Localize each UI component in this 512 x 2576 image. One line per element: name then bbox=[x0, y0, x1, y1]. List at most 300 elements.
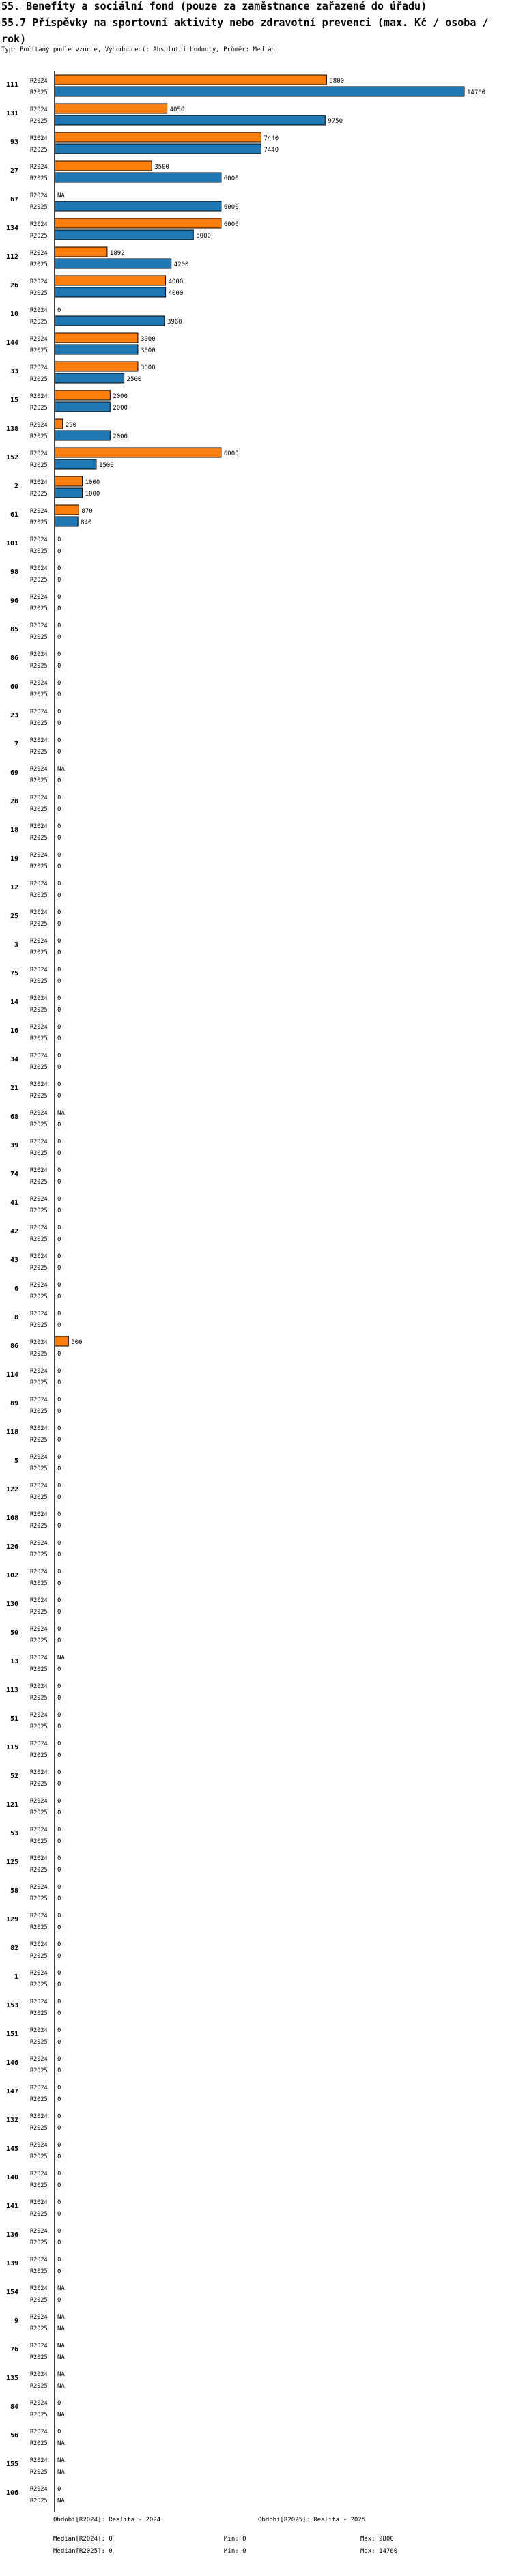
series-tick-label: R2024 bbox=[30, 995, 48, 1002]
bar-2024 bbox=[55, 476, 83, 486]
bar-2024 bbox=[55, 333, 138, 343]
data-label: 0 bbox=[57, 2239, 61, 2246]
category-label: 106 bbox=[5, 2489, 18, 2497]
bar-2025 bbox=[55, 345, 138, 354]
data-label: 0 bbox=[57, 1139, 61, 1145]
category-label: 8 bbox=[14, 1314, 18, 1321]
data-label: 4000 bbox=[168, 290, 184, 297]
legend-max-2025: Max: 14760 bbox=[360, 2548, 398, 2555]
series-tick-label: R2025 bbox=[30, 290, 48, 297]
category-label: 89 bbox=[10, 1400, 18, 1407]
data-label: NA bbox=[57, 2469, 65, 2476]
series-tick-label: R2024 bbox=[30, 2486, 48, 2493]
series-tick-label: R2025 bbox=[30, 949, 48, 956]
data-label: 0 bbox=[57, 1379, 61, 1386]
series-tick-label: R2024 bbox=[30, 250, 48, 257]
series-tick-label: R2024 bbox=[30, 594, 48, 601]
category-label: 144 bbox=[5, 339, 18, 347]
series-tick-label: R2024 bbox=[30, 2228, 48, 2235]
data-label: 0 bbox=[57, 1511, 61, 1518]
category-label: 69 bbox=[10, 769, 18, 777]
data-label: 0 bbox=[57, 605, 61, 612]
data-label: 0 bbox=[57, 1723, 61, 1730]
category-label: 9 bbox=[14, 2317, 18, 2325]
data-label: 0 bbox=[57, 777, 61, 784]
data-label: NA bbox=[57, 1655, 65, 1661]
legend-min-2025: Min: 0 bbox=[224, 2548, 246, 2555]
series-tick-label: R2025 bbox=[30, 147, 48, 154]
data-label: NA bbox=[57, 2457, 65, 2464]
series-tick-label: R2025 bbox=[30, 720, 48, 727]
data-label: 5000 bbox=[196, 233, 211, 240]
series-tick-label: R2025 bbox=[30, 319, 48, 326]
series-tick-label: R2024 bbox=[30, 1483, 48, 1489]
data-label: NA bbox=[57, 2343, 65, 2349]
series-tick-label: R2025 bbox=[30, 2211, 48, 2218]
bar-2024 bbox=[55, 132, 261, 142]
data-label: 0 bbox=[57, 1311, 61, 1317]
bar-2024 bbox=[55, 276, 166, 285]
series-tick-label: R2024 bbox=[30, 1339, 48, 1346]
category-label: 68 bbox=[10, 1113, 18, 1121]
category-label: 115 bbox=[5, 1744, 18, 1751]
data-label: 0 bbox=[57, 2171, 61, 2177]
data-label: 0 bbox=[57, 881, 61, 887]
data-label: 0 bbox=[57, 1081, 61, 1088]
series-tick-label: R2025 bbox=[30, 749, 48, 756]
category-label: 1 bbox=[14, 1973, 18, 1981]
legend-max-2024: Max: 9800 bbox=[360, 2536, 394, 2543]
data-label: 0 bbox=[57, 1569, 61, 1575]
category-label: 61 bbox=[10, 511, 18, 519]
series-tick-label: R2025 bbox=[30, 1523, 48, 1530]
series-tick-label: R2025 bbox=[30, 1379, 48, 1386]
data-label: NA bbox=[57, 2383, 65, 2390]
category-label: 111 bbox=[5, 81, 18, 89]
data-label: 0 bbox=[57, 1523, 61, 1530]
data-label: 2500 bbox=[126, 376, 142, 383]
bar-2025 bbox=[55, 115, 325, 125]
chart-subtitle: Typ: Počítaný podle vzorce, Vyhodnocení: Absolutní hodnoty, Průměr: Medián bbox=[1, 46, 275, 53]
series-tick-label: R2025 bbox=[30, 1895, 48, 1902]
series-tick-label: R2025 bbox=[30, 491, 48, 498]
category-label: 28 bbox=[10, 798, 18, 805]
series-tick-label: R2024 bbox=[30, 192, 48, 199]
data-label: 0 bbox=[57, 1781, 61, 1788]
series-tick-label: R2024 bbox=[30, 2371, 48, 2378]
category-label: 85 bbox=[10, 626, 18, 633]
data-label: 0 bbox=[57, 622, 61, 629]
data-label: 0 bbox=[57, 1666, 61, 1673]
series-tick-label: R2024 bbox=[30, 1741, 48, 1747]
data-label: 0 bbox=[57, 737, 61, 744]
category-label: 146 bbox=[5, 2059, 18, 2067]
series-tick-label: R2024 bbox=[30, 1311, 48, 1317]
series-tick-label: R2024 bbox=[30, 2027, 48, 2034]
data-label: 0 bbox=[57, 1093, 61, 1100]
category-label: 53 bbox=[10, 1830, 18, 1837]
bar-2024 bbox=[55, 104, 167, 113]
data-label: 1000 bbox=[85, 491, 100, 498]
category-label: 93 bbox=[10, 139, 18, 146]
data-label: 2000 bbox=[113, 393, 128, 400]
series-tick-label: R2024 bbox=[30, 1425, 48, 1432]
series-tick-label: R2025 bbox=[30, 1465, 48, 1472]
series-tick-label: R2024 bbox=[30, 1884, 48, 1891]
series-tick-label: R2024 bbox=[30, 2056, 48, 2063]
series-tick-label: R2024 bbox=[30, 1999, 48, 2005]
data-label: 7440 bbox=[264, 135, 279, 142]
series-tick-label: R2025 bbox=[30, 1093, 48, 1100]
category-label: 96 bbox=[10, 597, 18, 605]
series-tick-label: R2025 bbox=[30, 175, 48, 182]
data-label: 870 bbox=[81, 508, 93, 515]
data-label: 0 bbox=[57, 1150, 61, 1157]
series-tick-label: R2025 bbox=[30, 1781, 48, 1788]
data-label: 0 bbox=[57, 1064, 61, 1071]
data-label: 2000 bbox=[113, 405, 128, 412]
data-label: 0 bbox=[57, 1827, 61, 1833]
series-tick-label: R2025 bbox=[30, 1293, 48, 1300]
data-label: 0 bbox=[57, 852, 61, 859]
series-tick-label: R2024 bbox=[30, 1769, 48, 1776]
series-tick-label: R2025 bbox=[30, 2239, 48, 2246]
chart-title: 55. Benefity a sociální fond (pouze za zaměstnance zařazené do úřadu) bbox=[1, 0, 427, 12]
data-label: 840 bbox=[81, 519, 92, 526]
data-label: 0 bbox=[57, 749, 61, 756]
data-label: 0 bbox=[57, 1695, 61, 1702]
data-label: 0 bbox=[57, 909, 61, 916]
legend-series-2025: Období[R2025]: Realita - 2025 bbox=[258, 2517, 366, 2523]
data-label: NA bbox=[57, 2498, 65, 2504]
series-tick-label: R2025 bbox=[30, 2125, 48, 2132]
bar-2024 bbox=[55, 247, 107, 257]
category-label: 151 bbox=[5, 2031, 18, 2038]
data-label: 0 bbox=[57, 1282, 61, 1289]
data-label: 0 bbox=[57, 1196, 61, 1203]
category-label: 130 bbox=[5, 1601, 18, 1608]
category-label: 18 bbox=[10, 827, 18, 834]
category-label: 16 bbox=[10, 1027, 18, 1035]
data-label: 0 bbox=[57, 1798, 61, 1805]
category-label: 132 bbox=[5, 2117, 18, 2124]
series-tick-label: R2024 bbox=[30, 221, 48, 228]
series-tick-label: R2024 bbox=[30, 2457, 48, 2464]
series-tick-label: R2025 bbox=[30, 2153, 48, 2160]
data-label: 0 bbox=[57, 1207, 61, 1214]
series-tick-label: R2024 bbox=[30, 1196, 48, 1203]
data-label: 0 bbox=[57, 795, 61, 801]
series-tick-label: R2024 bbox=[30, 680, 48, 687]
series-tick-label: R2024 bbox=[30, 2285, 48, 2292]
series-tick-label: R2024 bbox=[30, 2314, 48, 2321]
data-label: 0 bbox=[57, 2039, 61, 2046]
data-label: 6000 bbox=[223, 221, 239, 228]
series-tick-label: R2025 bbox=[30, 777, 48, 784]
data-label: 0 bbox=[57, 863, 61, 870]
data-label: 0 bbox=[57, 663, 61, 670]
series-tick-label: R2024 bbox=[30, 450, 48, 457]
data-label: 0 bbox=[57, 709, 61, 715]
series-tick-label: R2024 bbox=[30, 106, 48, 113]
bar-2025 bbox=[55, 316, 165, 326]
bar-2025 bbox=[55, 87, 464, 96]
category-label: 43 bbox=[10, 1257, 18, 1264]
series-tick-label: R2025 bbox=[30, 376, 48, 383]
data-label: 3000 bbox=[140, 364, 156, 371]
category-label: 131 bbox=[5, 110, 18, 117]
series-tick-label: R2025 bbox=[30, 1867, 48, 1874]
bar-2024 bbox=[55, 448, 221, 457]
category-label: 138 bbox=[5, 425, 18, 433]
series-tick-label: R2025 bbox=[30, 2010, 48, 2017]
category-label: 41 bbox=[10, 1199, 18, 1207]
series-tick-label: R2025 bbox=[30, 2325, 48, 2332]
category-label: 13 bbox=[10, 1658, 18, 1665]
category-label: 56 bbox=[10, 2432, 18, 2439]
category-label: 114 bbox=[5, 1371, 18, 1379]
series-tick-label: R2025 bbox=[30, 1981, 48, 1988]
series-tick-label: R2025 bbox=[30, 2440, 48, 2447]
category-label: 39 bbox=[10, 1142, 18, 1149]
data-label: 0 bbox=[57, 651, 61, 658]
data-label: 0 bbox=[57, 1867, 61, 1874]
series-tick-label: R2024 bbox=[30, 78, 48, 85]
series-tick-label: R2024 bbox=[30, 651, 48, 658]
data-label: 4000 bbox=[168, 278, 184, 285]
data-label: 0 bbox=[57, 1970, 61, 1977]
series-tick-label: R2025 bbox=[30, 2354, 48, 2361]
category-label: 112 bbox=[5, 253, 18, 261]
data-label: 0 bbox=[57, 1838, 61, 1845]
series-tick-label: R2024 bbox=[30, 795, 48, 801]
category-label: 2 bbox=[14, 483, 18, 490]
series-tick-label: R2025 bbox=[30, 1351, 48, 1358]
data-label: 0 bbox=[57, 1769, 61, 1776]
category-label: 23 bbox=[10, 712, 18, 719]
series-tick-label: R2025 bbox=[30, 2067, 48, 2074]
category-label: 67 bbox=[10, 196, 18, 203]
bar-2025 bbox=[55, 287, 166, 297]
series-tick-label: R2025 bbox=[30, 2182, 48, 2189]
series-tick-label: R2025 bbox=[30, 1838, 48, 1845]
series-tick-label: R2025 bbox=[30, 1236, 48, 1243]
series-tick-label: R2025 bbox=[30, 691, 48, 698]
series-tick-label: R2025 bbox=[30, 2498, 48, 2504]
data-label: 9750 bbox=[328, 118, 343, 125]
bar-2025 bbox=[55, 144, 261, 154]
data-label: 0 bbox=[57, 720, 61, 727]
series-tick-label: R2024 bbox=[30, 2257, 48, 2263]
chart-question: 55.7 Příspěvky na sportovní aktivity nebo zdravotní prevenci (max. Kč / osoba / rok) bbox=[1, 16, 489, 45]
category-label: 118 bbox=[5, 1429, 18, 1436]
data-label: 0 bbox=[57, 1437, 61, 1444]
series-tick-label: R2024 bbox=[30, 1253, 48, 1260]
series-tick-label: R2024 bbox=[30, 709, 48, 715]
data-label: 0 bbox=[57, 1322, 61, 1329]
category-label: 152 bbox=[5, 454, 18, 461]
data-label: 0 bbox=[57, 634, 61, 641]
data-label: 1000 bbox=[85, 479, 100, 486]
data-label: 0 bbox=[57, 978, 61, 985]
category-label: 82 bbox=[10, 1945, 18, 1952]
series-tick-label: R2025 bbox=[30, 347, 48, 354]
series-tick-label: R2025 bbox=[30, 2297, 48, 2304]
data-label: 0 bbox=[57, 806, 61, 813]
data-label: 0 bbox=[57, 1683, 61, 1690]
series-tick-label: R2024 bbox=[30, 2429, 48, 2435]
data-label: 0 bbox=[57, 1253, 61, 1260]
legend-min-2024: Min: 0 bbox=[224, 2536, 246, 2543]
category-label: 153 bbox=[5, 2002, 18, 2009]
bar-2025 bbox=[55, 230, 193, 240]
category-label: 154 bbox=[5, 2289, 18, 2296]
series-tick-label: R2024 bbox=[30, 909, 48, 916]
series-tick-label: R2025 bbox=[30, 863, 48, 870]
series-tick-label: R2024 bbox=[30, 852, 48, 859]
series-tick-label: R2025 bbox=[30, 233, 48, 240]
data-label: 0 bbox=[57, 1981, 61, 1988]
data-label: 0 bbox=[57, 2056, 61, 2063]
series-tick-label: R2024 bbox=[30, 1511, 48, 1518]
data-label: 0 bbox=[57, 2486, 61, 2493]
series-tick-label: R2024 bbox=[30, 164, 48, 171]
series-tick-label: R2024 bbox=[30, 135, 48, 142]
category-label: 26 bbox=[10, 282, 18, 289]
category-label: 60 bbox=[10, 683, 18, 691]
data-label: 0 bbox=[57, 967, 61, 973]
category-label: 19 bbox=[10, 855, 18, 863]
data-label: 0 bbox=[57, 1167, 61, 1174]
data-label: 0 bbox=[57, 594, 61, 601]
series-tick-label: R2024 bbox=[30, 1941, 48, 1948]
category-label: 86 bbox=[10, 1343, 18, 1350]
data-label: 0 bbox=[57, 2113, 61, 2120]
bar-2024 bbox=[55, 161, 152, 171]
data-label: 0 bbox=[57, 1024, 61, 1031]
legend-median-2024: Medián[R2024]: 0 bbox=[53, 2536, 113, 2543]
series-tick-label: R2025 bbox=[30, 1953, 48, 1960]
bar-2025 bbox=[55, 201, 221, 211]
data-label: 0 bbox=[57, 1368, 61, 1375]
category-label: 125 bbox=[5, 1859, 18, 1866]
category-label: 34 bbox=[10, 1056, 18, 1063]
category-label: 145 bbox=[5, 2145, 18, 2153]
data-label: 0 bbox=[57, 1265, 61, 1272]
bar-2025 bbox=[55, 488, 83, 498]
bar-2025 bbox=[55, 402, 110, 412]
series-tick-label: R2025 bbox=[30, 1265, 48, 1272]
category-label: 84 bbox=[10, 2403, 18, 2411]
category-label: 7 bbox=[14, 741, 18, 748]
data-label: 0 bbox=[57, 2010, 61, 2017]
bar-2024 bbox=[55, 390, 110, 400]
category-label: 121 bbox=[5, 1801, 18, 1809]
data-label: 0 bbox=[57, 1007, 61, 1014]
data-label: 0 bbox=[57, 1551, 61, 1558]
category-label: 140 bbox=[5, 2174, 18, 2181]
data-label: 0 bbox=[57, 2182, 61, 2189]
data-label: 0 bbox=[57, 1580, 61, 1587]
category-label: 12 bbox=[10, 884, 18, 891]
data-label: 0 bbox=[57, 938, 61, 945]
bar-2024 bbox=[55, 1336, 68, 1346]
data-label: 2000 bbox=[113, 433, 128, 440]
data-label: 0 bbox=[57, 1351, 61, 1358]
data-label: 3000 bbox=[140, 347, 156, 354]
series-tick-label: R2025 bbox=[30, 835, 48, 842]
series-tick-label: R2024 bbox=[30, 737, 48, 744]
series-tick-label: R2024 bbox=[30, 1913, 48, 1919]
category-label: 3 bbox=[14, 941, 18, 949]
data-label: 0 bbox=[57, 1953, 61, 1960]
category-label: 21 bbox=[10, 1085, 18, 1092]
data-label: 7440 bbox=[264, 147, 279, 154]
series-tick-label: R2025 bbox=[30, 2096, 48, 2103]
bar-2024 bbox=[55, 419, 63, 429]
series-tick-label: R2024 bbox=[30, 336, 48, 343]
category-label: 74 bbox=[10, 1171, 18, 1178]
series-tick-label: R2024 bbox=[30, 1970, 48, 1977]
bar-2024 bbox=[55, 218, 221, 228]
data-label: 3500 bbox=[154, 164, 169, 171]
data-label: 0 bbox=[57, 1913, 61, 1919]
category-label: 33 bbox=[10, 368, 18, 375]
bar-2024 bbox=[55, 75, 326, 85]
category-label: 135 bbox=[5, 2375, 18, 2382]
series-tick-label: R2025 bbox=[30, 1637, 48, 1644]
category-label: 76 bbox=[10, 2346, 18, 2353]
data-label: 0 bbox=[57, 1483, 61, 1489]
category-label: 50 bbox=[10, 1629, 18, 1637]
data-label: 0 bbox=[57, 2268, 61, 2275]
category-label: 113 bbox=[5, 1687, 18, 1694]
data-label: NA bbox=[57, 1110, 65, 1117]
series-tick-label: R2024 bbox=[30, 2113, 48, 2120]
series-tick-label: R2024 bbox=[30, 967, 48, 973]
series-tick-label: R2024 bbox=[30, 1569, 48, 1575]
series-tick-label: R2024 bbox=[30, 1454, 48, 1461]
bar-2025 bbox=[55, 173, 221, 182]
legend-median-2025: Medián[R2025]: 0 bbox=[53, 2548, 113, 2555]
data-label: 0 bbox=[57, 2067, 61, 2074]
data-label: 4200 bbox=[173, 261, 189, 268]
series-tick-label: R2025 bbox=[30, 462, 48, 469]
category-label: 139 bbox=[5, 2260, 18, 2267]
category-label: 14 bbox=[10, 999, 18, 1006]
series-tick-label: R2025 bbox=[30, 978, 48, 985]
bar-2025 bbox=[55, 373, 124, 383]
category-label: 129 bbox=[5, 1916, 18, 1923]
data-label: 6000 bbox=[223, 204, 239, 211]
series-tick-label: R2024 bbox=[30, 278, 48, 285]
category-label: 25 bbox=[10, 913, 18, 920]
category-label: 101 bbox=[5, 540, 18, 547]
data-label: 6000 bbox=[223, 175, 239, 182]
category-label: 42 bbox=[10, 1228, 18, 1235]
series-tick-label: R2025 bbox=[30, 1695, 48, 1702]
category-label: 58 bbox=[10, 1887, 18, 1895]
series-tick-label: R2024 bbox=[30, 1597, 48, 1604]
category-label: 10 bbox=[10, 311, 18, 318]
data-label: 0 bbox=[57, 1121, 61, 1128]
series-tick-label: R2024 bbox=[30, 1053, 48, 1059]
series-tick-label: R2024 bbox=[30, 2142, 48, 2149]
series-tick-label: R2024 bbox=[30, 1712, 48, 1719]
data-label: 0 bbox=[57, 2400, 61, 2407]
series-tick-label: R2025 bbox=[30, 1322, 48, 1329]
data-label: 0 bbox=[57, 2142, 61, 2149]
